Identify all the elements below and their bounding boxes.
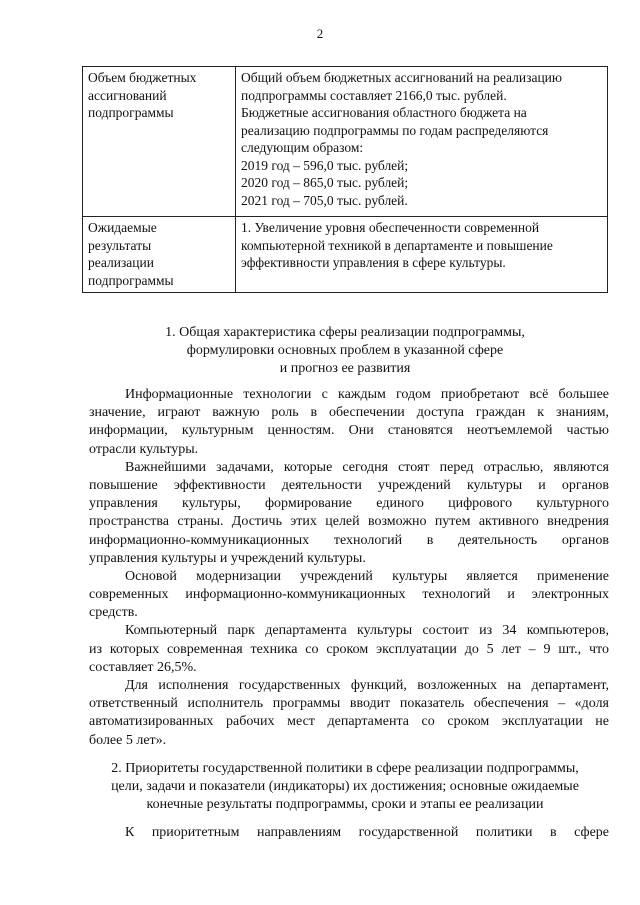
text-line: Информационные технологии с каждым годом приобретают всё большее	[125, 387, 609, 402]
text-line: Компьютерный парк департамента культуры состоит из 34 компьютеров,	[125, 623, 609, 639]
heading-line: цели, задачи и показатели (индикаторы) их достижения; основные ожидаемые	[111, 779, 579, 794]
paragraph	[89, 459, 609, 568]
paragraph	[89, 824, 609, 842]
text-line: информации, культурным ценностям. Они становятся неотъемлемой частью	[89, 423, 609, 439]
cell-line: реализации	[88, 255, 154, 270]
text-line: отрасли культуры.	[89, 441, 199, 457]
table-cell-value	[236, 67, 608, 217]
text-line: современных информационно-коммуникационных технологий и электронных	[89, 587, 609, 603]
page-number: 2	[316, 26, 324, 41]
text-line: средств.	[89, 605, 138, 621]
text-line: Для исполнения государственных функций, возложенных на департамент,	[125, 678, 609, 693]
table-cell-value	[236, 217, 608, 293]
table-cell-label	[83, 67, 236, 217]
table-cell-label	[83, 217, 236, 293]
text-line: из которых современная техника со сроком эксплуатации до 5 лет – 9 шт., что	[89, 641, 609, 657]
cell-line: Бюджетные ассигнования областного бюджета на	[241, 105, 527, 120]
paragraph	[89, 677, 609, 750]
cell-line: подпрограммы	[88, 105, 174, 120]
text-line: управления культуры, формирование единого цифрового культурного	[89, 496, 609, 512]
cell-line: Объем бюджетных	[88, 70, 197, 85]
heading-line: формулировки основных проблем в указанной сфере	[186, 343, 504, 358]
cell-line: следующим образом:	[241, 140, 364, 155]
section-1-body	[89, 386, 609, 750]
text-line: Важнейшими задачами, которые сегодня стоят перед отраслью, являются	[125, 459, 609, 475]
cell-line: эффективности управления в сфере культуры.	[241, 255, 506, 270]
paragraph	[89, 622, 609, 677]
text-line: Основой модернизации учреждений культуры является применение	[125, 568, 609, 584]
cell-line: Ожидаемые	[88, 220, 157, 235]
cell-line: компьютерной техникой в департаменте и повышение	[241, 237, 553, 253]
text-line: значение, играют важную роль в обеспечении доступа граждан к знаниям,	[89, 405, 609, 421]
text-line: управления культуры и учреждений культуры.	[89, 550, 366, 566]
subprogram-passport-table	[82, 66, 608, 293]
paragraph	[89, 568, 609, 623]
heading-line: 1. Общая характеристика сферы реализации подпрограммы,	[165, 325, 525, 340]
heading-line: 2. Приоритеты государственной политики в сфере реализации подпрограммы,	[111, 761, 579, 776]
cell-line: реализацию подпрограммы по годам распределяются	[241, 122, 549, 138]
cell-line: Общий объем бюджетных ассигнований на реализацию	[241, 70, 562, 85]
text-line: информационно-коммуникационных технологий в деятельность органов	[89, 532, 609, 548]
heading-line: и прогноз ее развития	[279, 361, 411, 376]
text-line: более 5 лет».	[89, 732, 167, 748]
cell-line: 1. Увеличение уровня обеспеченности современной	[241, 220, 540, 235]
cell-line: ассигнований	[88, 87, 167, 103]
cell-line: 2021 год – 705,0 тыс. рублей.	[241, 192, 408, 208]
cell-line: 2020 год – 865,0 тыс. рублей;	[241, 175, 409, 190]
section-2-body	[89, 824, 609, 842]
text-line: автоматизированных рабочих мест департамента со сроком эксплуатации не	[89, 714, 609, 730]
text-line: ответственный исполнитель программы вводит показатель обеспечения – «доля	[89, 696, 609, 712]
text-line: К приоритетным направлениям государственной политики в сфере	[125, 825, 609, 840]
cell-line: 2019 год – 596,0 тыс. рублей;	[241, 157, 409, 173]
paragraph	[89, 386, 609, 459]
text-line: составляет 26,5%.	[89, 659, 197, 675]
heading-line: конечные результаты подпрограммы, сроки и этапы ее реализации	[146, 797, 544, 812]
cell-line: результаты	[88, 237, 152, 253]
section-1-heading	[82, 324, 608, 378]
text-line: пространства страны. Достичь этих целей возможно путем активного внедрения	[89, 514, 609, 530]
table-row	[83, 217, 608, 293]
text-line: повышение эффективности деятельности учреждений культуры и органов	[89, 477, 609, 493]
cell-line: подпрограммы	[88, 272, 174, 288]
table-row	[83, 67, 608, 217]
cell-line: подпрограммы составляет 2166,0 тыс. рублей.	[241, 87, 507, 103]
section-2-heading	[82, 760, 608, 814]
